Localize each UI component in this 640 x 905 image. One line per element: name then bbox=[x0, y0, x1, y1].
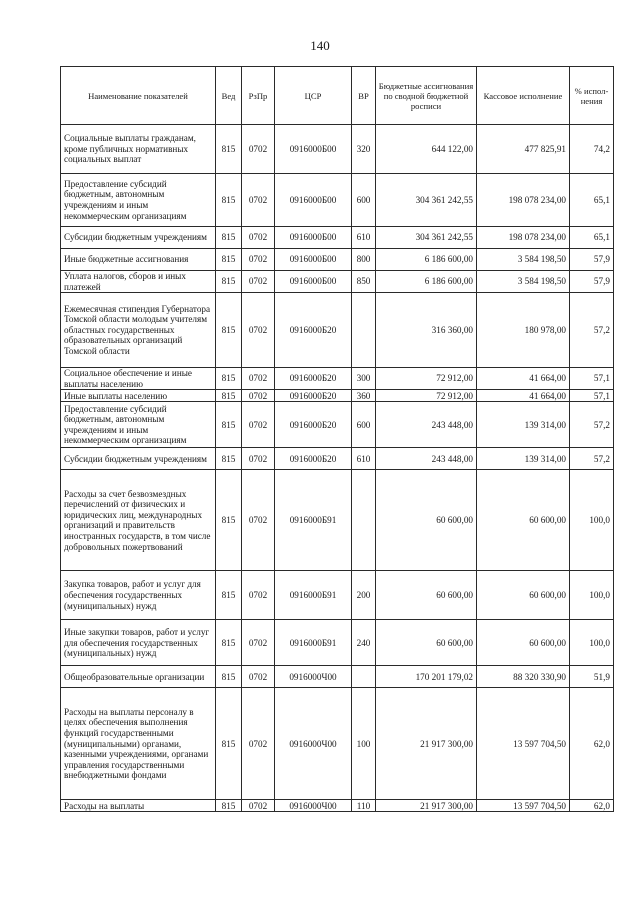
cell-csr: 0916000Б20 bbox=[275, 448, 352, 470]
cell-plan: 72 912,00 bbox=[376, 368, 477, 390]
cell-vr: 360 bbox=[352, 390, 376, 402]
table-row bbox=[61, 688, 614, 800]
cell-vr: 800 bbox=[352, 249, 376, 271]
cell-fact: 139 314,00 bbox=[477, 448, 570, 470]
table-row bbox=[61, 390, 614, 402]
cell-plan: 21 917 300,00 bbox=[376, 688, 477, 800]
page-number: 140 bbox=[310, 38, 330, 53]
cell-fact: 60 600,00 bbox=[477, 620, 570, 666]
cell-csr: 0916000Б20 bbox=[275, 390, 352, 402]
cell-pct: 74,2 bbox=[570, 125, 614, 174]
cell-vr bbox=[352, 470, 376, 571]
cell-plan: 304 361 242,55 bbox=[376, 227, 477, 249]
cell-fact: 88 320 330,90 bbox=[477, 666, 570, 688]
table-row bbox=[61, 448, 614, 470]
cell-plan: 6 186 600,00 bbox=[376, 249, 477, 271]
cell-ved: 815 bbox=[216, 571, 242, 620]
cell-name: Уплата налогов, сборов и иных платежей bbox=[61, 271, 216, 293]
header-vr: ВР bbox=[352, 67, 376, 125]
cell-fact: 13 597 704,50 bbox=[477, 688, 570, 800]
cell-name: Иные закупки товаров, работ и услуг для обеспечения государственных (муниципальных) нужд bbox=[61, 620, 216, 666]
cell-pct: 62,0 bbox=[570, 688, 614, 800]
table-row bbox=[61, 666, 614, 688]
cell-vr: 320 bbox=[352, 125, 376, 174]
cell-rzpr: 0702 bbox=[242, 620, 275, 666]
cell-pct: 57,2 bbox=[570, 293, 614, 368]
cell-name: Закупка товаров, работ и услуг для обеспечения государственных (муниципальных) нужд bbox=[61, 571, 216, 620]
cell-rzpr: 0702 bbox=[242, 125, 275, 174]
cell-name: Общеобразовательные организации bbox=[61, 666, 216, 688]
cell-ved: 815 bbox=[216, 688, 242, 800]
table-row bbox=[61, 620, 614, 666]
cell-vr: 300 bbox=[352, 368, 376, 390]
cell-pct: 57,1 bbox=[570, 368, 614, 390]
cell-plan: 243 448,00 bbox=[376, 402, 477, 448]
cell-vr: 610 bbox=[352, 227, 376, 249]
cell-pct: 57,2 bbox=[570, 402, 614, 448]
cell-ved: 815 bbox=[216, 620, 242, 666]
cell-plan: 60 600,00 bbox=[376, 470, 477, 571]
table-body bbox=[61, 125, 614, 812]
table-row bbox=[61, 125, 614, 174]
cell-csr: 0916000Б20 bbox=[275, 402, 352, 448]
header-plan: Бюджетные ассигнования по сводной бюджетной росписи bbox=[376, 67, 477, 125]
cell-pct: 57,9 bbox=[570, 271, 614, 293]
cell-plan: 644 122,00 bbox=[376, 125, 477, 174]
cell-csr: 0916000Б00 bbox=[275, 174, 352, 227]
cell-ved: 815 bbox=[216, 227, 242, 249]
cell-name: Субсидии бюджетным учреждениям bbox=[61, 227, 216, 249]
cell-csr: 0916000Б00 bbox=[275, 271, 352, 293]
cell-csr: 0916000Б00 bbox=[275, 227, 352, 249]
cell-rzpr: 0702 bbox=[242, 688, 275, 800]
cell-fact: 41 664,00 bbox=[477, 368, 570, 390]
cell-plan: 304 361 242,55 bbox=[376, 174, 477, 227]
cell-fact: 41 664,00 bbox=[477, 390, 570, 402]
table-row bbox=[61, 368, 614, 390]
cell-vr: 600 bbox=[352, 402, 376, 448]
cell-name: Иные бюджетные ассигнования bbox=[61, 249, 216, 271]
cell-pct: 100,0 bbox=[570, 571, 614, 620]
cell-rzpr: 0702 bbox=[242, 174, 275, 227]
cell-ved: 815 bbox=[216, 470, 242, 571]
cell-ved: 815 bbox=[216, 249, 242, 271]
cell-ved: 815 bbox=[216, 125, 242, 174]
cell-pct: 51,9 bbox=[570, 666, 614, 688]
cell-vr: 850 bbox=[352, 271, 376, 293]
cell-csr: 0916000Б20 bbox=[275, 368, 352, 390]
cell-csr: 0916000Б91 bbox=[275, 620, 352, 666]
cell-fact: 139 314,00 bbox=[477, 402, 570, 448]
cell-plan: 60 600,00 bbox=[376, 620, 477, 666]
cell-name: Расходы на выплаты персоналу в целях обеспечения выполнения функций государственными (муниципальными) органами, казенными учреждениями, органами управления государственными внебюджетными фондами bbox=[61, 688, 216, 800]
cell-rzpr: 0702 bbox=[242, 448, 275, 470]
header-csr: ЦСР bbox=[275, 67, 352, 125]
cell-ved: 815 bbox=[216, 368, 242, 390]
table-row bbox=[61, 227, 614, 249]
cell-ved: 815 bbox=[216, 271, 242, 293]
cell-rzpr: 0702 bbox=[242, 293, 275, 368]
table-row bbox=[61, 402, 614, 448]
cell-name: Социальное обеспечение и иные выплаты населению bbox=[61, 368, 216, 390]
cell-vr: 100 bbox=[352, 688, 376, 800]
header-ved: Вед bbox=[216, 67, 242, 125]
budget-execution-table bbox=[60, 66, 614, 812]
cell-pct: 65,1 bbox=[570, 174, 614, 227]
cell-rzpr: 0702 bbox=[242, 800, 275, 812]
header-rzpr: РзПр bbox=[242, 67, 275, 125]
cell-rzpr: 0702 bbox=[242, 666, 275, 688]
table-header-row bbox=[61, 67, 614, 125]
cell-fact: 60 600,00 bbox=[477, 571, 570, 620]
table-row bbox=[61, 249, 614, 271]
cell-fact: 13 597 704,50 bbox=[477, 800, 570, 812]
cell-ved: 815 bbox=[216, 800, 242, 812]
cell-rzpr: 0702 bbox=[242, 470, 275, 571]
cell-pct: 57,1 bbox=[570, 390, 614, 402]
cell-plan: 6 186 600,00 bbox=[376, 271, 477, 293]
cell-ved: 815 bbox=[216, 448, 242, 470]
cell-fact: 180 978,00 bbox=[477, 293, 570, 368]
cell-pct: 100,0 bbox=[570, 470, 614, 571]
cell-ved: 815 bbox=[216, 666, 242, 688]
cell-csr: 0916000Ч00 bbox=[275, 688, 352, 800]
cell-ved: 815 bbox=[216, 402, 242, 448]
cell-plan: 60 600,00 bbox=[376, 571, 477, 620]
header-pct: % испол-нения bbox=[570, 67, 614, 125]
cell-fact: 60 600,00 bbox=[477, 470, 570, 571]
cell-name: Социальные выплаты гражданам, кроме публичных нормативных социальных выплат bbox=[61, 125, 216, 174]
cell-name: Предоставление субсидий бюджетным, автономным учреждениям и иным некоммерческим организациям bbox=[61, 402, 216, 448]
cell-plan: 316 360,00 bbox=[376, 293, 477, 368]
cell-name: Расходы за счет безвозмездных перечислений от физических и юридических лиц, международных организаций и правительств иностранных государств, в том числе добровольных пожертвований bbox=[61, 470, 216, 571]
cell-vr: 240 bbox=[352, 620, 376, 666]
cell-pct: 62,0 bbox=[570, 800, 614, 812]
cell-csr: 0916000Б20 bbox=[275, 293, 352, 368]
cell-name: Расходы на выплаты bbox=[61, 800, 216, 812]
table-row bbox=[61, 174, 614, 227]
cell-rzpr: 0702 bbox=[242, 249, 275, 271]
cell-pct: 65,1 bbox=[570, 227, 614, 249]
cell-csr: 0916000Б91 bbox=[275, 571, 352, 620]
table-row bbox=[61, 800, 614, 812]
cell-plan: 243 448,00 bbox=[376, 448, 477, 470]
table-row bbox=[61, 571, 614, 620]
cell-ved: 815 bbox=[216, 174, 242, 227]
cell-pct: 57,2 bbox=[570, 448, 614, 470]
cell-plan: 72 912,00 bbox=[376, 390, 477, 402]
cell-rzpr: 0702 bbox=[242, 368, 275, 390]
cell-csr: 0916000Ч00 bbox=[275, 666, 352, 688]
cell-vr bbox=[352, 293, 376, 368]
cell-vr bbox=[352, 666, 376, 688]
cell-vr: 110 bbox=[352, 800, 376, 812]
cell-vr: 610 bbox=[352, 448, 376, 470]
cell-ved: 815 bbox=[216, 390, 242, 402]
cell-fact: 3 584 198,50 bbox=[477, 249, 570, 271]
cell-plan: 170 201 179,02 bbox=[376, 666, 477, 688]
cell-csr: 0916000Б00 bbox=[275, 249, 352, 271]
cell-vr: 200 bbox=[352, 571, 376, 620]
cell-fact: 198 078 234,00 bbox=[477, 174, 570, 227]
cell-name: Предоставление субсидий бюджетным, автономным учреждениям и иным некоммерческим организациям bbox=[61, 174, 216, 227]
cell-pct: 57,9 bbox=[570, 249, 614, 271]
cell-vr: 600 bbox=[352, 174, 376, 227]
cell-rzpr: 0702 bbox=[242, 271, 275, 293]
cell-fact: 198 078 234,00 bbox=[477, 227, 570, 249]
cell-csr: 0916000Б91 bbox=[275, 470, 352, 571]
cell-pct: 100,0 bbox=[570, 620, 614, 666]
cell-name: Ежемесячная стипендия Губернатора Томской области молодым учителям областных государственных образовательных организаций Томской области bbox=[61, 293, 216, 368]
cell-fact: 3 584 198,50 bbox=[477, 271, 570, 293]
cell-name: Иные выплаты населению bbox=[61, 390, 216, 402]
cell-rzpr: 0702 bbox=[242, 571, 275, 620]
cell-plan: 21 917 300,00 bbox=[376, 800, 477, 812]
cell-rzpr: 0702 bbox=[242, 390, 275, 402]
table-row bbox=[61, 271, 614, 293]
cell-ved: 815 bbox=[216, 293, 242, 368]
cell-csr: 0916000Ч00 bbox=[275, 800, 352, 812]
cell-rzpr: 0702 bbox=[242, 227, 275, 249]
cell-fact: 477 825,91 bbox=[477, 125, 570, 174]
cell-csr: 0916000Б00 bbox=[275, 125, 352, 174]
cell-name: Субсидии бюджетным учреждениям bbox=[61, 448, 216, 470]
cell-rzpr: 0702 bbox=[242, 402, 275, 448]
header-name: Наименование показателей bbox=[61, 67, 216, 125]
header-fact: Кассовое исполнение bbox=[477, 67, 570, 125]
table-row bbox=[61, 470, 614, 571]
table-row bbox=[61, 293, 614, 368]
